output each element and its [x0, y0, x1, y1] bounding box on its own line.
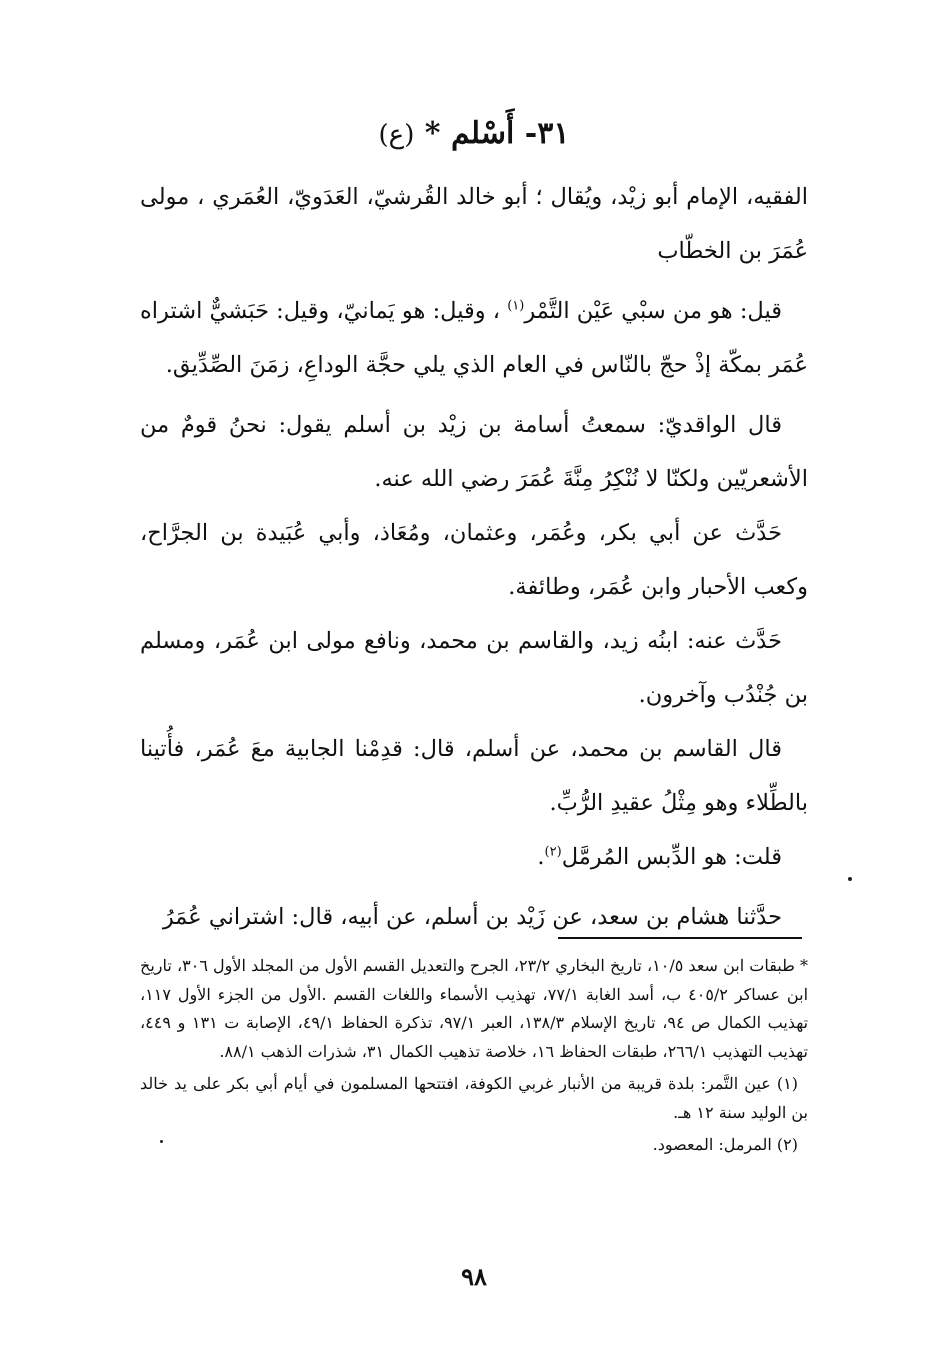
source-badge: (ع) — [378, 120, 415, 150]
paragraph-narrated-from: حَدَّث عن أبي بكر، وعُمَر، وعثمان، ومُعَاذ، وأبي عُبَيدة بن الجرَّاح، وكعب الأحبار وابن عُمَر، وطائفة. — [140, 520, 808, 600]
paragraph-comment: قلت: هو الدِّبس المُرمَّل$^{(٢)}$. — [537, 844, 782, 870]
scan-speck — [160, 1140, 163, 1143]
paragraph-hisham: حدَّثنا هشام بن سعد، عن زَيْد بن أسلم، عن أبيه، قال: اشتراني عُمَرُ — [162, 904, 782, 930]
footnote-ref-2: (٢) — [544, 844, 562, 860]
paragraph-qasim: قال القاسم بن محمد، عن أسلم، قال: قدِمْنا الجابية معَ عُمَر، فأُتينا بالطِّلاء وهو مِثْلُ عقيدِ الرُّبِّ. — [140, 736, 808, 816]
footnote-1: (١) عين التَّمر: بلدة قريبة من الأنبار غربي الكوفة، افتتحها المسلمون في أيام أبي بكر على يد خالد بن الوليد سنة ١٢ هـ. — [140, 1074, 808, 1122]
footnote-2: (٢) المرمل: المعصود. — [652, 1135, 798, 1154]
page-number: ٩٨ — [461, 1262, 487, 1291]
paragraph-intro: الفقيه، الإمام أبو زيْد، ويُقال ؛ أبو خالد القُرشيّ، العَدَويّ، العُمَري ، مولى عُمَرَ بن الخطّاب — [140, 184, 808, 264]
footnote-ref-1: (١) — [507, 298, 525, 314]
paragraph-origin: قيل: هو من سبْي عَيْن التَّمْر$^{(١)}$ ، وقيل: هو يَمانيّ، وقيل: حَبَشيٌّ اشتراه عُمَر بمكّة إذْ حجّ بالنّاس في العام الذي يلي حجَّة الوداعِ، زمَنَ الصِّدِّيق. — [140, 298, 808, 378]
footnote-sources: * طبقات ابن سعد ١٠/٥، تاريخ البخاري ٢٣/٢، الجرح والتعديل القسم الأول من المجلد الأول ٣٠٦، تاريخ ابن عساكر ٤٠٥/٢ ب، أسد الغابة ٧٧/١، تهذيب الأسماء واللغات القسم .الأول من الجزء الأول ١١٧، تهذيب الكمال ص ٩٤، تاريخ الإسلام ١٣٨/٣، العبر ٩٧/١، تذكرة الحفاظ ٤٩/١، الإصابة ت ١٣١ و ٤٤٩، تهذيب التهذيب ٢٦٦/١، طبقات الحفاظ ١٦، خلاصة تذهيب الكمال ٣١، شذرات الذهب ٨٨/١. — [140, 956, 809, 1061]
source-star: * — [424, 116, 441, 151]
entry-body — [140, 170, 808, 944]
paragraph-waqidi: قال الواقديّ: سمعتُ أسامة بن زيْد بن أسلم يقول: نحنُ قومٌ من الأشعريّين ولكنّا لا نُنْكِرُ مِنَّةَ عُمَرَ رضي الله عنه. — [140, 412, 808, 492]
scan-speck — [848, 877, 852, 881]
entry-title — [140, 112, 808, 157]
entry-title-text: ٣١- أَسْلم — [450, 116, 570, 151]
footnotes — [140, 952, 808, 1160]
footnote-divider — [558, 937, 802, 939]
paragraph-narrators: حَدَّث عنه: ابنُه زيد، والقاسم بن محمد، ونافع مولى ابن عُمَر، ومسلم بن جُنْدُب وآخرون. — [140, 628, 808, 708]
